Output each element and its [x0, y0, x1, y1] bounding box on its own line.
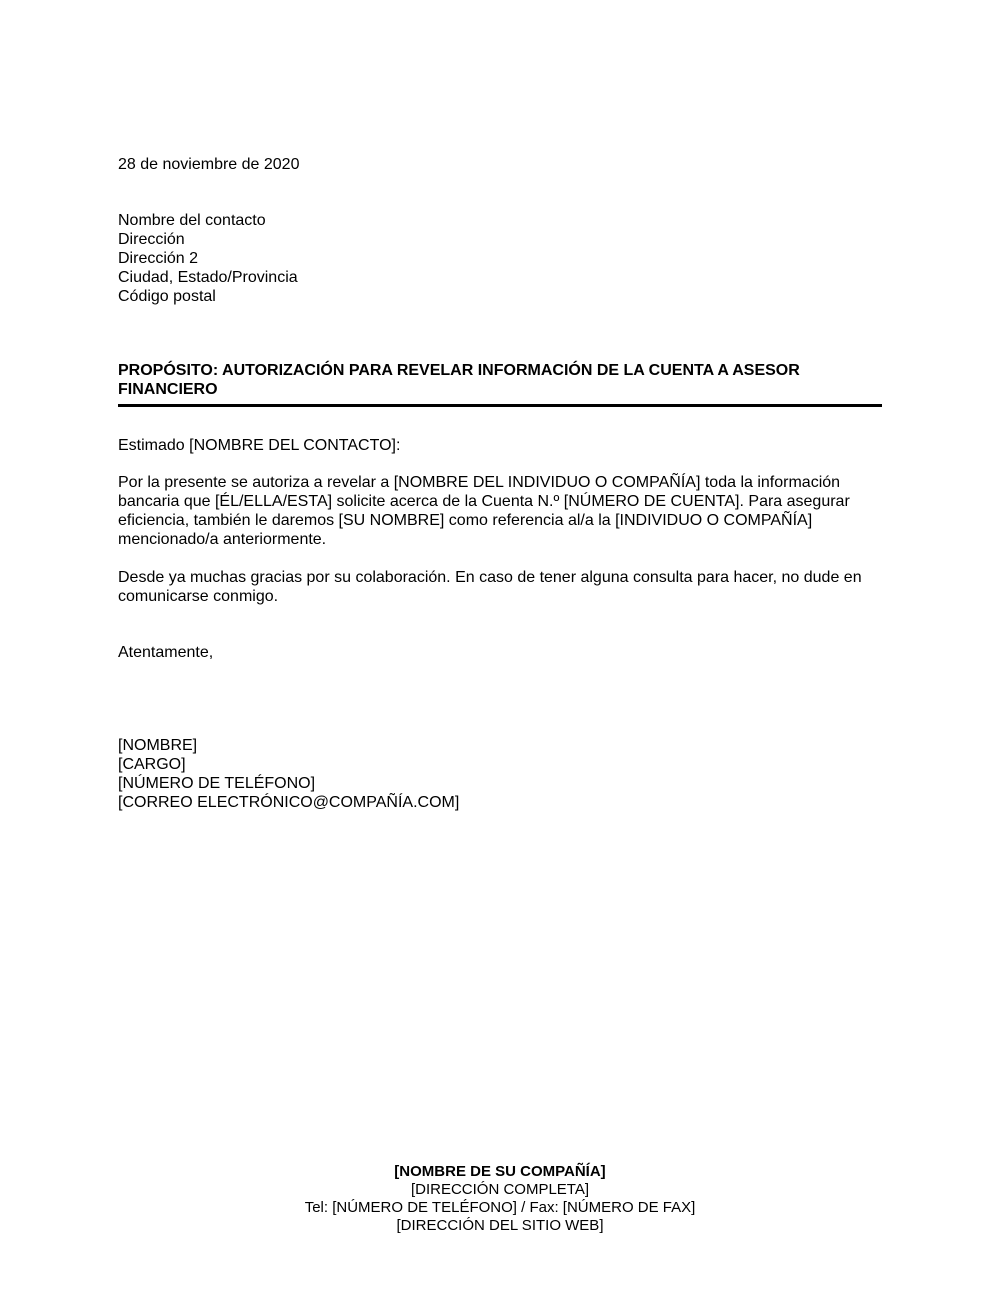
- closing: Atentamente,: [118, 644, 214, 661]
- signature-title: [CARGO]: [118, 756, 186, 773]
- footer-company-name: [NOMBRE DE SU COMPAÑÍA]: [394, 1163, 606, 1180]
- recipient-address: [118, 211, 298, 306]
- greeting: Estimado [NOMBRE DEL CONTACTO]:: [118, 437, 401, 454]
- company-footer: [0, 1163, 1000, 1235]
- recipient-address-line-2: Dirección 2: [118, 250, 199, 267]
- recipient-address-line-1: Dirección: [118, 231, 185, 248]
- letter-date: 28 de noviembre de 2020: [118, 156, 300, 173]
- footer-website: [DIRECCIÓN DEL SITIO WEB]: [396, 1217, 604, 1234]
- recipient-city-state: Ciudad, Estado/Provincia: [118, 269, 298, 286]
- subject-heading: PROPÓSITO: AUTORIZACIÓN PARA REVELAR INFORMACIÓN DE LA CUENTA A ASESOR FINANCIERO: [118, 362, 800, 398]
- signature-phone: [NÚMERO DE TELÉFONO]: [118, 775, 316, 792]
- footer-contact: Tel: [NÚMERO DE TELÉFONO] / Fax: [NÚMERO DE FAX]: [304, 1199, 696, 1216]
- signature-block: [118, 736, 459, 812]
- signature-name: [NOMBRE]: [118, 737, 198, 754]
- signature-email: [CORREO ELECTRÓNICO@COMPAÑÍA.COM]: [118, 794, 460, 811]
- subject-divider: [118, 404, 882, 407]
- body-paragraph: Por la presente se autoriza a revelar a [NOMBRE DEL INDIVIDUO O COMPAÑÍA] toda la información bancaria que [ÉL/ELLA/ESTA] solicite acerca de la Cuenta N.º [NÚMERO DE CUENTA]. Para asegurar eficiencia, también le daremos [SU NOMBRE] como referencia al/a la [INDIVIDUO O COMPAÑÍA] mencionado/a anteriormente.: [118, 474, 850, 548]
- footer-address: [DIRECCIÓN COMPLETA]: [410, 1181, 590, 1198]
- recipient-name: Nombre del contacto: [118, 212, 266, 229]
- body-paragraph: Desde ya muchas gracias por su colaboración. En caso de tener alguna consulta para hacer, no dude en comunicarse conmigo.: [118, 569, 862, 605]
- recipient-postal-code: Código postal: [118, 288, 216, 305]
